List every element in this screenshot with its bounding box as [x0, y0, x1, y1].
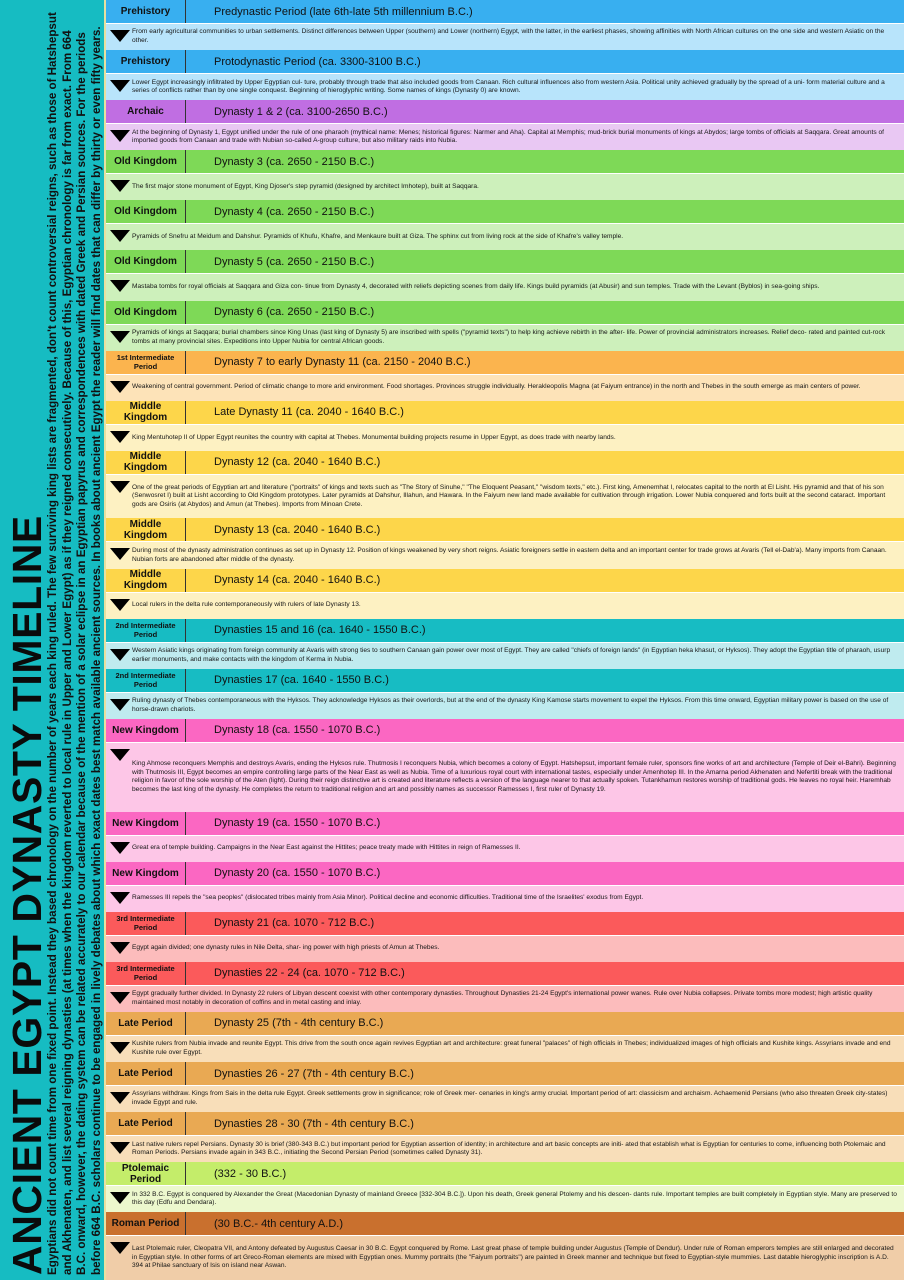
timeline-entry [106, 1062, 904, 1112]
entry-header [106, 1112, 904, 1136]
dynasty-label: Dynasty 19 (ca. 1550 - 1070 B.C.) [214, 817, 381, 830]
entry-body [106, 593, 904, 619]
triangle-marker-icon [110, 1242, 130, 1254]
era-label: Middle Kingdom [106, 451, 186, 474]
entry-body [106, 643, 904, 669]
timeline [104, 0, 904, 1280]
entry-body [106, 174, 904, 200]
dynasty-label: Late Dynasty 11 (ca. 2040 - 1640 B.C.) [214, 406, 404, 419]
dynasty-label: Dynasty 21 (ca. 1070 - 712 B.C.) [214, 917, 375, 930]
triangle-marker-icon [110, 649, 130, 661]
dynasty-label: Dynasty 18 (ca. 1550 - 1070 B.C.) [214, 724, 381, 737]
timeline-entry [106, 301, 904, 351]
timeline-entry [106, 0, 904, 50]
entry-body [106, 274, 904, 300]
timeline-entry [106, 619, 904, 669]
era-label: Middle Kingdom [106, 569, 186, 592]
entry-description: King Ahmose reconquers Memphis and destroys Avaris, ending the Hyksos rule. Thutmosis I reconquers Nubia, which becomes a colony of Egypt. Hatshepsut, important female ruler, sponsors fine works of art and architecture (Temple of Deir el-Bahri). Beginning with Thutmosis III, Egypt becomes an empire controlling large parts of the Near East as well as Nubia. Time of a luxurious royal court with international tastes, especially under Amenhotep III. In the Amarna period Akhenaten and Nefertiti break with the traditional religion in favor of the sole worship of the Aten (light). During their reign distinctive art is created and literature reflects a version of the language nearer to that actually spoken. Tutankhamun restores worship of traditional gods. He leaves no royal heir. Haremhab becomes the last king of the dynasty. He completes the return to traditional religion and art and possibly names as successor Ramesses I, first ruler of Dynasty 19. [132, 760, 896, 793]
dynasty-label: Predynastic Period (late 6th-late 5th millennium B.C.) [214, 5, 473, 18]
timeline-entry [106, 351, 904, 401]
entry-body [106, 1136, 904, 1162]
dynasty-label: Dynasty 12 (ca. 2040 - 1640 B.C.) [214, 456, 381, 469]
triangle-marker-icon [110, 30, 130, 42]
dynasty-label: Dynasties 26 - 27 (7th - 4th century B.C.) [214, 1067, 414, 1080]
entry-body [106, 836, 904, 862]
entry-description: Local rulers in the delta rule contemporaneously with rulers of late Dynasty 13. [132, 601, 361, 609]
timeline-entry [106, 518, 904, 568]
entry-description: Lower Egypt increasingly infiltrated by Upper Egyptian cul- ture, probably through trade that also included goods from Canaan. Rich cultural influences also from western Asia. Political unity achieved gradually by the spread of a uni- form material culture and a series of conflicts rather than by one single conquest. Beginning of hieroglyphic writing. Some names of kings (Dynasty 0) are known. [132, 78, 885, 95]
triangle-marker-icon [110, 842, 130, 854]
timeline-entry [106, 150, 904, 200]
timeline-entry [106, 719, 904, 812]
entry-description: Pyramids of kings at Saqqara; burial chambers since King Unas (last king of Dynasty 5) are inscribed with spells ("pyramid texts") to help king achieve rebirth in the after- life. Power of provincial administrators increases. Relief deco- rated and painted cut-rock tombs at many provincial sites. Expeditions into Upper Nubia for central African goods. [132, 329, 886, 345]
triangle-marker-icon [110, 599, 130, 611]
chronology-note: Egyptians did not count time from one fixed point. Instead they based chronology on the number of years each king ruled. The few surviving king lists are fragmented, don't count controversial reigns, such as those of Hatshepsut and Akhenaten, and list several reigning dynasties (at times when the kingdom reverted to local rule in Upper and Lower Egypt) as if they reigned consecutively. Because of this, Egyptian chronology is far from exact. From 664 B.C. onward, however, the dating system can be related accurately to our calendar because of the mention of a solar eclipse in an Egyptian papyrus and correspondences with dated Greek and Persian sources. For the periods before 664 B.C. scholars continue to be engaged in lively debates about which exact dates best match available ancient sources. In books about ancient Egypt the reader will find dates that can differ by thirty or even fifty years. [46, 12, 103, 1275]
entry-description: Egypt again divided; one dynasty rules in Nile Delta, shar- ing power with high priests of Amun at Thebes. [132, 944, 440, 952]
entry-description: Last Ptolemaic ruler, Cleopatra VII, and Antony defeated by Augustus Caesar in 30 B.C. Egypt conquered by Rome. Last great phase of temple building under Augustus (Temple of Dendur). Under rule of Roman emperors temples are still enlarged and decorated in Egyptian style. In other forms of art Greco-Roman elements are mixed with Egyptian ones. Mummy portraits (the "Faiyum portraits") are painted in Greek manner and technique but fixed to Egyptian-style mummies. Last datable hieroglyphic inscription is A.D. 394 at Philae sanctuary of Isis on island near Aswan. [132, 1245, 894, 1270]
triangle-marker-icon [110, 699, 130, 711]
timeline-entry [106, 1212, 904, 1280]
entry-body [106, 1086, 904, 1112]
entry-description: One of the great periods of Egyptian art and literature ("portraits" of kings and texts such as "The Story of Sinuhe," "The Eloquent Peasant," "wisdom texts," etc.). First king, Amenemhat I, relocates capital to the north at El Lisht. His pyramid and that of his son (Senwosret I) built at Lisht according to Old Kingdom prototypes. Later pyramids at Dahshur, Illahun, and Hawara. In the Faiyum new land made available for cultivation through irrigation. Lower Nubia conquered and forts built at the second cataract. Important gods are Osiris (at Abydos) and Amun (at Thebes). Imports from Minoan Crete. [132, 483, 886, 508]
timeline-entry [106, 962, 904, 1012]
entry-description: Ruling dynasty of Thebes contemporaneous with the Hyksos. They acknowledge Hyksos as their overlords, but at the end of the dynasty King Kamose starts movement to expel the Hyksos. From this time onward, Egyptian military power is based on the use of horse-drawn chariots. [132, 697, 889, 713]
triangle-marker-icon [110, 548, 130, 560]
era-label: 2nd Intermediate Period [106, 669, 186, 692]
entry-header [106, 301, 904, 325]
era-label: 1st Intermediate Period [106, 351, 186, 374]
page-title: ANCIENT EGYPT DYNASTY TIMELINE [4, 515, 50, 1275]
entry-header [106, 669, 904, 693]
entry-description: In 332 B.C. Egypt is conquered by Alexander the Great (Macedonian Dynasty of mainland Greece [332-304 B.C.]). Upon his death, Greek general Ptolemy and his descen- dants rule. Important temples are built completely in Egyptian style. Many are preserved to this day (Edfu and Dendara). [132, 1190, 897, 1207]
entry-header [106, 1012, 904, 1036]
entry-header [106, 50, 904, 74]
entry-header [106, 912, 904, 936]
entry-body [106, 475, 904, 519]
entry-body [106, 375, 904, 401]
timeline-entry [106, 100, 904, 150]
entry-header [106, 862, 904, 886]
dynasty-label: Dynasties 15 and 16 (ca. 1640 - 1550 B.C.) [214, 624, 426, 637]
entry-description: Last native rulers repel Persians. Dynasty 30 is brief (380-343 B.C.) but important period for Egyptian assertion of identity; in architecture and art basic concepts are initi- ated that establish what is Egyptian for centuries to come, influencing both Ptolemaic and Roman Periods. Persians invade again in 343 B.C., initiating the Second Persian Period (sometimes called Dynasty 31). [132, 1140, 886, 1157]
triangle-marker-icon [110, 1092, 130, 1104]
dynasty-label: Dynasty 5 (ca. 2650 - 2150 B.C.) [214, 255, 375, 268]
era-label: Old Kingdom [106, 150, 186, 173]
era-label: 3rd Intermediate Period [106, 912, 186, 935]
era-label: 2nd Intermediate Period [106, 619, 186, 642]
triangle-marker-icon [110, 1042, 130, 1054]
triangle-marker-icon [110, 130, 130, 142]
triangle-marker-icon [110, 992, 130, 1004]
entry-description: During most of the dynasty administration continues as set up in Dynasty 12. Position of kings weakened by very short reigns. Asiatic foreigners settle in eastern delta and an important center for trade grows at Avaris (Tell el-Dab'a). Many imports from Canaan. Nubian forts are abandoned after middle of the dynasty. [132, 546, 887, 563]
dynasty-label: (332 - 30 B.C.) [214, 1167, 287, 1180]
timeline-entry [106, 1012, 904, 1062]
entry-header [106, 100, 904, 124]
entry-header [106, 150, 904, 174]
dynasty-label: Dynasties 22 - 24 (ca. 1070 - 712 B.C.) [214, 967, 405, 980]
era-label: Middle Kingdom [106, 518, 186, 541]
entry-body [106, 542, 904, 568]
dynasty-label: Dynasty 6 (ca. 2650 - 2150 B.C.) [214, 306, 375, 319]
entry-header [106, 962, 904, 986]
entry-body [106, 425, 904, 451]
entry-description: Western Asiatic kings originating from foreign community at Avaris with strong ties to southern Canaan gain power over most of Egypt. They are called "chiefs of foreign lands" (in Egyptian heka khasut, or Hyksos). They adopt the Egyptian title of pharaoh, usurp earlier monuments, and make contacts with the kingdom of Kerma in Nubia. [132, 647, 891, 663]
entry-header [106, 518, 904, 542]
entry-description: At the beginning of Dynasty 1, Egypt unified under the rule of one pharaoh (mythical name: Menes; historical figures: Narmer and Aha). Capital at Memphis; mud-brick burial monuments of kings at Abydos; large tombs of officials at Saqqara. Great amounts of imported goods from Canaan and trade with Nubian so-called A-group culture, but also military raids into Nubia. [132, 128, 884, 145]
sidebar [0, 0, 104, 1280]
era-label: New Kingdom [106, 719, 186, 742]
dynasty-label: Dynasty 7 to early Dynasty 11 (ca. 2150 - 2040 B.C.) [214, 356, 471, 369]
entry-header [106, 351, 904, 375]
entry-description: King Mentuhotep II of Upper Egypt reunites the country with capital at Thebes. Monumental building projects resume in Upper Egypt, as does trade with nearby lands. [132, 433, 616, 441]
era-label: Old Kingdom [106, 200, 186, 223]
entry-description: Pyramids of Snefru at Meidum and Dahshur. Pyramids of Khufu, Khafre, and Menkaure built at Giza. The sphinx cut from living rock at the side of Khafre's valley temple. [132, 233, 624, 241]
entry-header [106, 1162, 904, 1186]
timeline-entry [106, 669, 904, 719]
entry-body [106, 325, 904, 351]
entry-body [106, 743, 904, 812]
era-label: Old Kingdom [106, 250, 186, 273]
entry-header [106, 719, 904, 743]
entry-header [106, 0, 904, 24]
dynasty-label: Dynasty 25 (7th - 4th century B.C.) [214, 1017, 384, 1030]
entry-body [106, 24, 904, 50]
triangle-marker-icon [110, 749, 130, 761]
era-label: Middle Kingdom [106, 401, 186, 424]
dynasty-label: Protodynastic Period (ca. 3300-3100 B.C.) [214, 55, 421, 68]
entry-header [106, 200, 904, 224]
triangle-marker-icon [110, 280, 130, 292]
entry-description: From early agricultural communities to urban settlements. Distinct differences between Upper (southern) and Lower (northern) Egypt, with the latter, in the earliest phases, showing affinities with North African cultures on the one side and western Asiatic on the other. [132, 28, 885, 45]
entry-body [106, 886, 904, 912]
era-label: Ptolemaic Period [106, 1162, 186, 1185]
era-label: Late Period [106, 1112, 186, 1135]
entry-description: Weakening of central government. Period of climatic change to more arid environment. Food shortages. Provinces struggle individually. Herakleopolis Magna (at Faiyum entrance) in the north and Thebes in the south emerge as main centers of power. [132, 383, 861, 391]
entry-description: Ramesses III repels the "sea peoples" (dislocated tribes mainly from Asia Minor). Political decline and economic difficulties. Traditional time of the Israelites' exodus from Egypt. [132, 894, 644, 902]
entry-body [106, 1186, 904, 1212]
era-label: Old Kingdom [106, 301, 186, 324]
dynasty-label: Dynasty 20 (ca. 1550 - 1070 B.C.) [214, 867, 381, 880]
timeline-entry [106, 862, 904, 912]
entry-description: The first major stone monument of Egypt, King Djoser's step pyramid (designed by architect Imhotep), built at Saqqara. [132, 183, 479, 191]
era-label: Roman Period [106, 1212, 186, 1235]
entry-header [106, 401, 904, 425]
entry-description: Great era of temple building. Campaigns in the Near East against the Hittites; peace treaty made with Hittites in reign of Ramesses II. [132, 844, 521, 852]
triangle-marker-icon [110, 431, 130, 443]
dynasty-label: Dynasties 28 - 30 (7th - 4th century B.C.) [214, 1117, 414, 1130]
entry-header [106, 1212, 904, 1236]
timeline-entry [106, 812, 904, 862]
entry-body [106, 1236, 904, 1280]
era-label: Late Period [106, 1062, 186, 1085]
triangle-marker-icon [110, 1142, 130, 1154]
triangle-marker-icon [110, 230, 130, 242]
timeline-entry [106, 451, 904, 519]
dynasty-label: (30 B.C.- 4th century A.D.) [214, 1217, 343, 1230]
entry-body [106, 224, 904, 250]
entry-body [106, 124, 904, 150]
entry-header [106, 250, 904, 274]
entry-body [106, 74, 904, 100]
timeline-entry [106, 200, 904, 250]
dynasty-label: Dynasty 4 (ca. 2650 - 2150 B.C.) [214, 205, 375, 218]
dynasty-label: Dynasty 1 & 2 (ca. 3100-2650 B.C.) [214, 105, 388, 118]
era-label: Prehistory [106, 50, 186, 73]
era-label: 3rd Intermediate Period [106, 962, 186, 985]
entry-header [106, 569, 904, 593]
era-label: Late Period [106, 1012, 186, 1035]
timeline-entry [106, 1112, 904, 1162]
era-label: New Kingdom [106, 862, 186, 885]
era-label: Archaic [106, 100, 186, 123]
entry-description: Kushite rulers from Nubia invade and reunite Egypt. This drive from the south once again revives Egyptian art and architecture: great funeral "palaces" of high officials in Thebes; individualized images of high officials and Kushite kings. Assyrians invade and end Kushite rule over Egypt. [132, 1040, 891, 1056]
timeline-entry [106, 250, 904, 300]
dynasty-label: Dynasty 13 (ca. 2040 - 1640 B.C.) [214, 523, 381, 536]
timeline-entry [106, 912, 904, 962]
entry-body [106, 986, 904, 1012]
entry-header [106, 451, 904, 475]
timeline-entry [106, 401, 904, 451]
triangle-marker-icon [110, 892, 130, 904]
era-label: New Kingdom [106, 812, 186, 835]
entry-header [106, 1062, 904, 1086]
triangle-marker-icon [110, 942, 130, 954]
entry-header [106, 812, 904, 836]
entry-header [106, 619, 904, 643]
dynasty-label: Dynasty 3 (ca. 2650 - 2150 B.C.) [214, 155, 375, 168]
dynasty-label: Dynasty 14 (ca. 2040 - 1640 B.C.) [214, 574, 381, 587]
triangle-marker-icon [110, 180, 130, 192]
timeline-entry [106, 569, 904, 619]
entry-body [106, 693, 904, 719]
entry-description: Assyrians withdraw. Kings from Sais in the delta rule Egypt. Greek settlements grow in significance; role of Greek mer- cenaries in king's army crucial. Important period of art: classicism and archaism. Achaemenid Persians (who also threaten Greek city-states) invade Egypt and rule. [132, 1090, 888, 1107]
triangle-marker-icon [110, 481, 130, 493]
dynasty-label: Dynasties 17 (ca. 1640 - 1550 B.C.) [214, 674, 389, 687]
timeline-entry [106, 1162, 904, 1212]
timeline-entry [106, 50, 904, 100]
entry-body [106, 936, 904, 962]
triangle-marker-icon [110, 80, 130, 92]
era-label: Prehistory [106, 0, 186, 23]
triangle-marker-icon [110, 381, 130, 393]
triangle-marker-icon [110, 331, 130, 343]
entry-body [106, 1036, 904, 1062]
entry-description: Egypt gradually further divided. In Dynasty 22 rulers of Libyan descent coexist with other contemporary dynasties. Throughout Dynasties 21-24 Egypt's international power wanes. Rule over Nubia collapses. Private tombs more modest; high artistic quality maintained most notably in decoration of coffins and in metal casting and inlay. [132, 990, 873, 1006]
entry-description: Mastaba tombs for royal officials at Saqqara and Giza con- tinue from Dynasty 4, decorated with reliefs depicting scenes from daily life. Kings build pyramids (at Abusir) and sun temples. Trade with the Levant (Byblos) in sea-going ships. [132, 283, 820, 291]
triangle-marker-icon [110, 1192, 130, 1204]
